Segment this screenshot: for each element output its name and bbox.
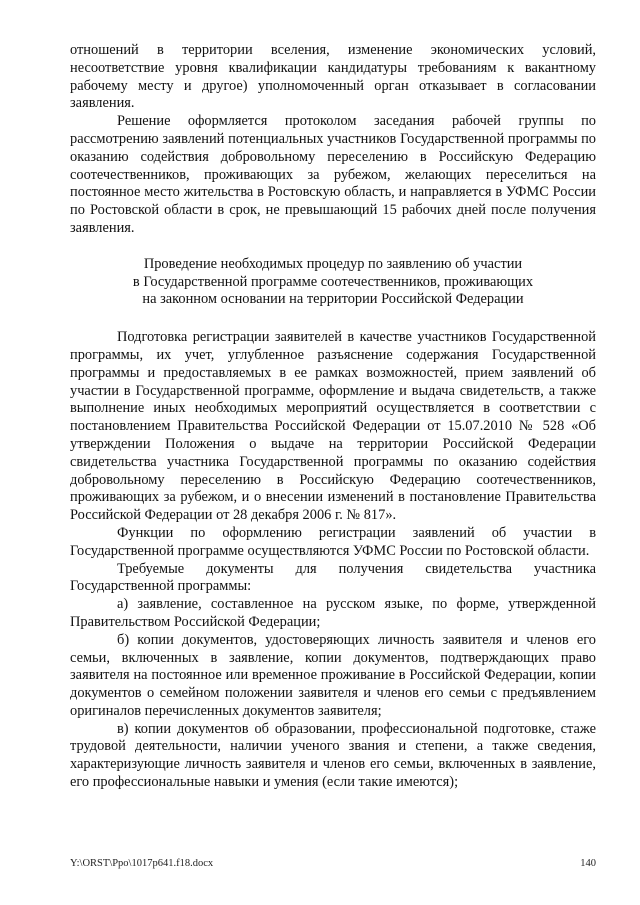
document-body: [70, 42, 596, 792]
page-number: 140: [580, 858, 596, 869]
paragraph-continued: отношений в территории вселения, изменение экономических условий, несоответствие уровня квалификации кандидатуры требованиям к вакантному рабочему месту и другое) уполномоченный орган отказывает в согласовании заявления.: [70, 42, 596, 112]
paragraph-functions: Функции по оформлению регистрации заявлений об участии в Государственной программе осуществляются УФМС России по Ростовской области.: [70, 524, 596, 559]
list-item-b: б) копии документов, удостоверяющих личность заявителя и членов его семьи, включенных в заявление, копии документов, подтверждающих право заявителя на постоянное или временное проживание в Российской Федерации, копии документов о семейном положении заявителя и членов его семьи с предъявлением оригиналов перечисленных документов заявителя;: [70, 631, 596, 719]
list-item-v: в) копии документов об образовании, профессиональной подготовке, стаже трудовой деятельности, наличии ученого звания и степени, а также сведения, характеризующие личность заявителя и членов его семьи, включенных в заявление, его профессиональные навыки и умения (если такие имеются);: [70, 720, 596, 791]
section-heading-line: на законном основании на территории Российской Федерации: [142, 291, 524, 308]
paragraph-registration: Подготовка регистрации заявителей в качестве участников Государственной программы, их учет, углубленное разъяснение содержания Государственной программы и предоставляемых в ее рамках возможностей, прием заявлений об участии в Государственной программе, оформление и выдача свидетельств, а также выполнение иных необходимых мероприятий осуществляется в соответствии с постановлением Правительства Российской Федерации от 15.07.2010 № 528 «Об утверждении Положения о выдаче на территории Российской Федерации свидетельства участника Государственной программы по оказанию содействия добровольному переселению в Российскую Федерацию соотечественников, проживающих за рубежом, и о внесении изменений в постановление Правительства Российской Федерации от 28 декабря 2006 г. № 817».: [70, 329, 596, 524]
file-path: Y:\ORST\Ppo\1017p641.f18.docx: [70, 858, 214, 869]
paragraph-decision: Решение оформляется протоколом заседания рабочей группы по рассмотрению заявлений потенциальных участников Государственной программы по оказанию содействия добровольному переселению в Российскую Федерацию соотечественников, проживающих за рубежом, желающих переселиться на постоянное место жительства в Ростовскую область, и направляется в УФМС России по Ростовской области в срок, не превышающий 15 рабочих дней после получения заявления.: [70, 113, 596, 236]
list-item-a: а) заявление, составленное на русском языке, по форме, утвержденной Правительством Российской Федерации;: [70, 596, 596, 630]
section-heading-line: Проведение необходимых процедур по заявлению об участии: [143, 255, 523, 272]
paragraph-required-documents: Требуемые документы для получения свидетельства участника Государственной программы:: [70, 560, 596, 595]
section-heading-line: в Государственной программе соотечественников, проживающих: [132, 273, 534, 290]
section-heading: [70, 256, 596, 309]
